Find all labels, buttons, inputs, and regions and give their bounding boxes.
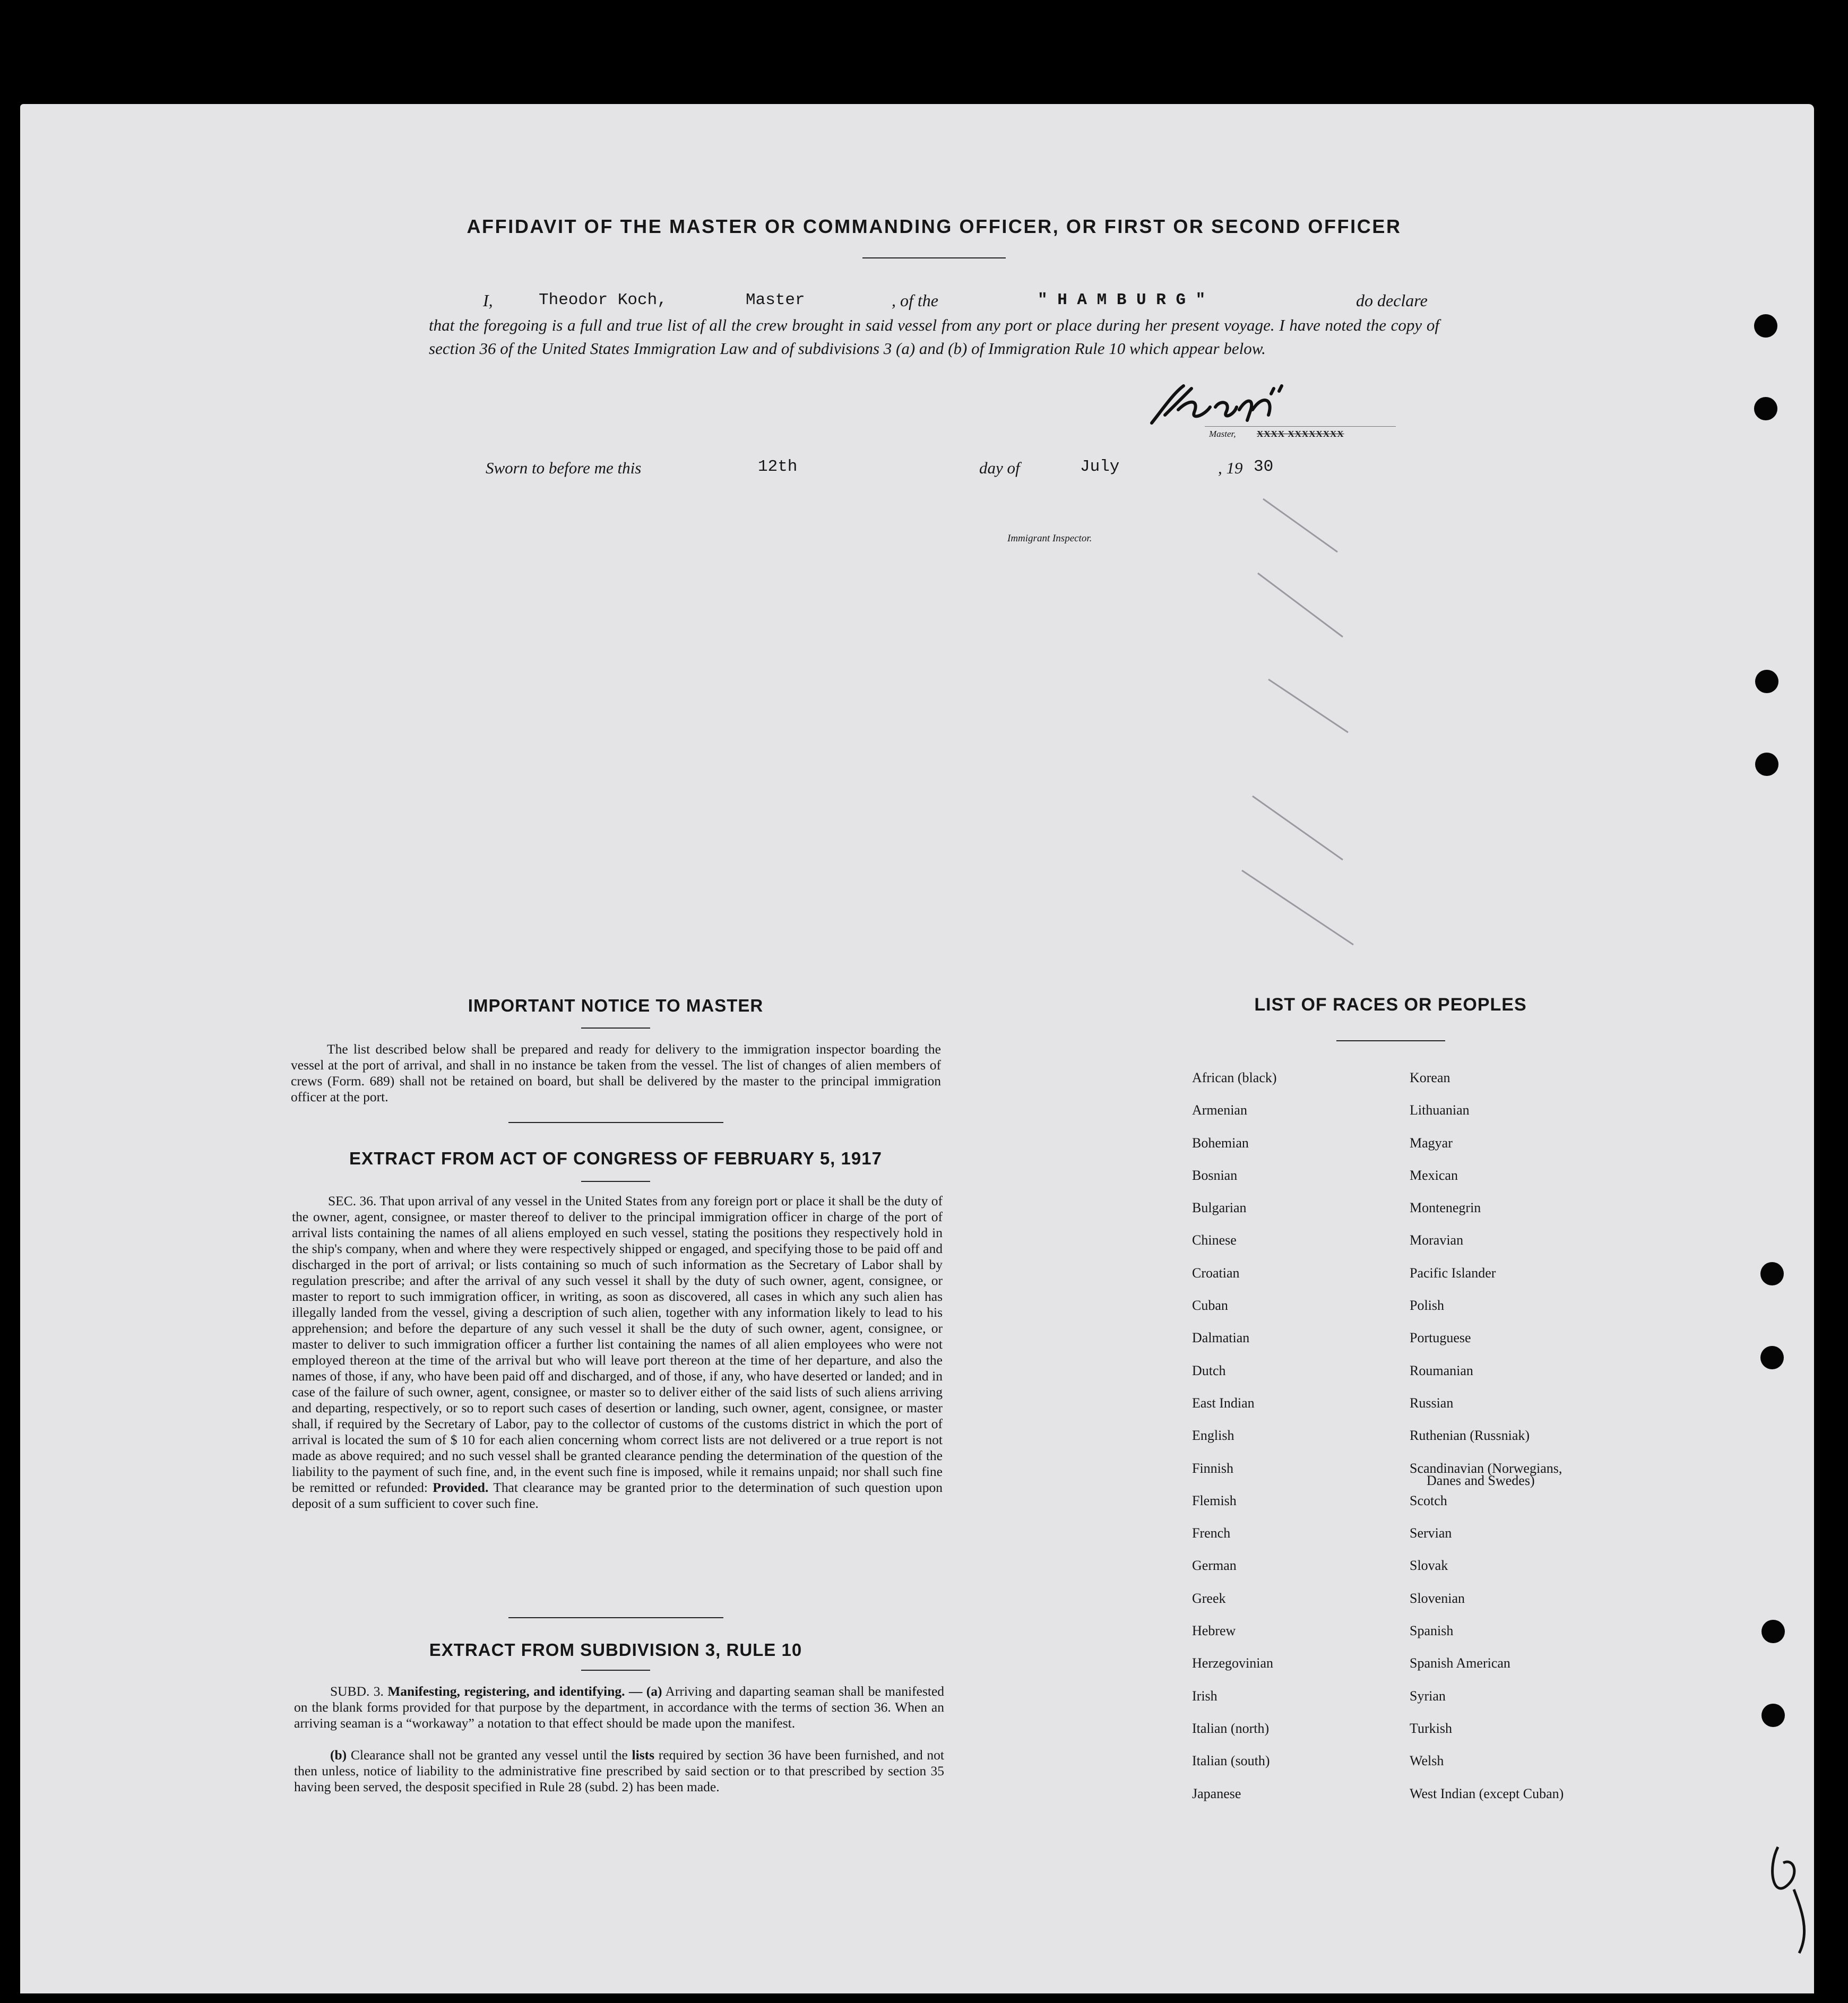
races-column-2	[1410, 1061, 1564, 1810]
vessel-name: " H A M B U R G "	[1038, 291, 1206, 309]
race-item: Herzegovinian	[1192, 1655, 1274, 1671]
race-item: Bulgarian	[1192, 1200, 1247, 1216]
declaration-text: that the foregoing is a full and true list of all the crew brought in said vessel from any port or place during her present voyage. I have noted the copy of section 36 of the United States Immigration Law and of subdivisions 3 (a) and (b) of Immigration Rule 10 which appear below.	[429, 316, 1439, 358]
race-item: Scotch	[1410, 1492, 1447, 1508]
race-item: German	[1192, 1558, 1237, 1574]
sworn-month: July	[1080, 457, 1120, 476]
notice-divider	[581, 1028, 650, 1029]
rule-subd-a	[294, 1683, 944, 1731]
race-item: Magyar	[1410, 1135, 1453, 1151]
rule-b-lists: lists	[632, 1747, 655, 1763]
punch-hole	[1754, 314, 1777, 338]
sworn-day: 12th	[758, 457, 798, 476]
races-title: LIST OF RACES OR PEOPLES	[1254, 995, 1527, 1015]
act-body-end: That clearance may be granted prior to the determination of such question upon deposit of a sum sufficient to cover such fine.	[292, 1480, 943, 1511]
year-prefix: , 19	[1218, 459, 1243, 477]
rule-title: EXTRACT FROM SUBDIVISION 3, RULE 10	[429, 1640, 802, 1660]
race-item: Korean	[1410, 1070, 1450, 1085]
rule-heading: Manifesting, registering, and identifying.	[387, 1683, 625, 1699]
punch-hole	[1755, 753, 1778, 776]
race-item: Portuguese	[1410, 1330, 1471, 1346]
act-text	[292, 1193, 943, 1512]
rule-subd-b	[294, 1747, 944, 1795]
notice-text: The list described below shall be prepared and ready for delivery to the immigration inspector boarding the vessel at the port of arrival, and shall in no instance be taken from the vessel. The list of changes of alien members of crews (Form. 689) shall not be retained on board, but shall be delivered by the master to the principal immigration officer at the port.	[291, 1041, 941, 1104]
faint-marks	[1221, 467, 1380, 971]
section-divider	[508, 1122, 723, 1123]
signature-line	[1205, 426, 1396, 427]
punch-hole	[1761, 1620, 1785, 1643]
race-item: Finnish	[1192, 1460, 1234, 1476]
punch-hole	[1760, 1262, 1784, 1285]
race-item: Pacific Islander	[1410, 1265, 1496, 1281]
race-item: Hebrew	[1192, 1623, 1236, 1639]
handwritten-mark	[1762, 1836, 1826, 1958]
race-item: Ruthenian (Russniak)	[1410, 1428, 1530, 1444]
race-item: Greek	[1192, 1590, 1226, 1606]
race-item: Mexican	[1410, 1167, 1458, 1183]
race-item: Italian (north)	[1192, 1720, 1270, 1736]
declarant-pronoun: I,	[483, 291, 493, 310]
declarant-rank: Master	[746, 291, 805, 309]
race-item: Servian	[1410, 1525, 1452, 1541]
notice-title: IMPORTANT NOTICE TO MASTER	[468, 996, 764, 1015]
race-item: Turkish	[1410, 1720, 1452, 1736]
rule-divider	[581, 1670, 650, 1671]
race-item: Irish	[1192, 1688, 1217, 1704]
of-the-text: , of the	[892, 291, 938, 310]
rule-subd: SUBD. 3.	[330, 1683, 384, 1699]
master-signature	[1141, 378, 1332, 431]
race-item: Dalmatian	[1192, 1330, 1250, 1346]
race-item: Cuban	[1192, 1298, 1228, 1314]
race-item: East Indian	[1192, 1395, 1255, 1411]
rule-a-text: Arriving and daparting seaman shall be manifested on the blank forms provided for that purpose by the department, in accordance with the terms of section 36. When an arriving seaman is a “workaway” a notation to that effect should be made upon the manifest.	[294, 1683, 945, 1731]
rule-b-text-1: Clearance shall not be granted any vessel until the	[350, 1747, 628, 1763]
day-of-text: day of	[979, 459, 1020, 477]
race-item: Chinese	[1192, 1232, 1237, 1248]
race-item: Roumanian	[1410, 1362, 1473, 1378]
punch-hole	[1761, 1704, 1785, 1727]
race-item: Montenegrin	[1410, 1200, 1481, 1216]
race-item: Moravian	[1410, 1232, 1464, 1248]
race-item: Slovenian	[1410, 1590, 1465, 1606]
race-item: Polish	[1410, 1298, 1445, 1314]
race-item: Armenian	[1192, 1102, 1247, 1118]
races-divider	[1336, 1040, 1445, 1041]
race-item: Bosnian	[1192, 1167, 1238, 1183]
race-item: African (black)	[1192, 1070, 1277, 1085]
race-item: English	[1192, 1428, 1234, 1444]
act-provided: Provided.	[433, 1480, 489, 1495]
sworn-text: Sworn to before me this	[486, 459, 642, 477]
race-item: Russian	[1410, 1395, 1454, 1411]
punch-hole	[1760, 1346, 1784, 1369]
races-column-1	[1192, 1061, 1277, 1810]
rule-b-label: (b)	[330, 1747, 347, 1763]
race-item: Dutch	[1192, 1362, 1226, 1378]
do-declare-text: do declare	[1356, 291, 1428, 310]
section-divider	[508, 1617, 723, 1618]
inspector-label: Immigrant Inspector.	[1007, 533, 1092, 544]
race-item: Bohemian	[1192, 1135, 1249, 1151]
act-body: SEC. 36. That upon arrival of any vessel in the United States from any foreign port or place it shall be the duty of the owner, agent, consignee, or master thereof to deliver to the principal immigration officer in charge of the port of arrival lists containing the names of all aliens employed en such vessel, stating the positions they respectively hold in the ship's company, when and where they were respectively shipped or engaged, and specifying those to be paid off and discharged in the port of arrival; or lists containing so much of such information as the Secretary of Labor shall by regulation prescribe; and after the arrival of any such vessel it shall by the duty of such owner, agent, consignee, or master to report to such immigration officer, in writing, as soon as discovered, all cases in which any such alien has illegally landed from the vessel, giving a description of such alien, together with any information likely to lead to his apprehension; and before the departure of any such vessel it shall be the duty of such owner, agent, consignee, or master to deliver to such immigration officer a further list containing the names of all alien employees who were not employed thereon at the time of the arrival but who will leave port thereon at the time of her departure, and also the names of those, if any, who have been paid off and discharged, and of those, if any, who have deserted or landed; and in case of the failure of such owner, agent, consignee, or master so to deliver either of the said lists of such aliens arriving and departing, respectively, or so to report such cases of desertion or landing, such owner, agent, consignee, or master shall, if required by the Secretary of Labor, pay to the collector of customs of the customs district in which the port of arrival is located the sum of $ 10 for each alien concerning whom correct lists are not delivered or a true report is not made as above required; and no such vessel shall be granted clearance pending the determination of the question of the liability to the payment of such fine, and, in the event such fine is imposed, while it remains unpaid; nor shall such fine be remitted or refunded:	[292, 1193, 943, 1495]
race-item: Croatian	[1192, 1265, 1240, 1281]
rule-a-label: — (a)	[628, 1683, 662, 1699]
act-divider	[581, 1181, 650, 1182]
race-item: Spanish American	[1410, 1655, 1510, 1671]
struck-title: XXXX XXXXXXXX	[1257, 429, 1344, 439]
race-item: Syrian	[1410, 1688, 1446, 1704]
punch-hole	[1755, 670, 1778, 693]
declarant-name: Theodor Koch,	[539, 291, 667, 309]
races-continuation: Danes and Swedes)	[1427, 1473, 1535, 1488]
punch-hole	[1754, 397, 1777, 420]
race-item: West Indian (except Cuban)	[1410, 1785, 1564, 1801]
affidavit-title: AFFIDAVIT OF THE MASTER OR COMMANDING OFFICER, OR FIRST OR SECOND OFFICER	[467, 215, 1402, 237]
title-divider	[862, 257, 1006, 258]
race-item: Welsh	[1410, 1753, 1444, 1769]
sworn-year: 30	[1254, 457, 1274, 476]
race-item: Flemish	[1192, 1492, 1237, 1508]
race-item: Lithuanian	[1410, 1102, 1470, 1118]
rule-b-text-2: required by section 36 have been furnished, and not then unless, notice of liability to the administrative fine prescribed by said section or to that prescribed by section 35 having been served, the desposit specified in Rule 28 (subd. 2) has been made.	[294, 1747, 945, 1794]
race-item: French	[1192, 1525, 1231, 1541]
race-item: Scandinavian (Norwegians,	[1410, 1460, 1562, 1476]
master-label: Master,	[1209, 429, 1236, 439]
act-title: EXTRACT FROM ACT OF CONGRESS OF FEBRUARY 5, 1917	[349, 1149, 882, 1168]
race-item: Spanish	[1410, 1623, 1454, 1639]
race-item: Japanese	[1192, 1785, 1241, 1801]
race-item: Italian (south)	[1192, 1753, 1270, 1769]
race-item: Slovak	[1410, 1558, 1448, 1574]
